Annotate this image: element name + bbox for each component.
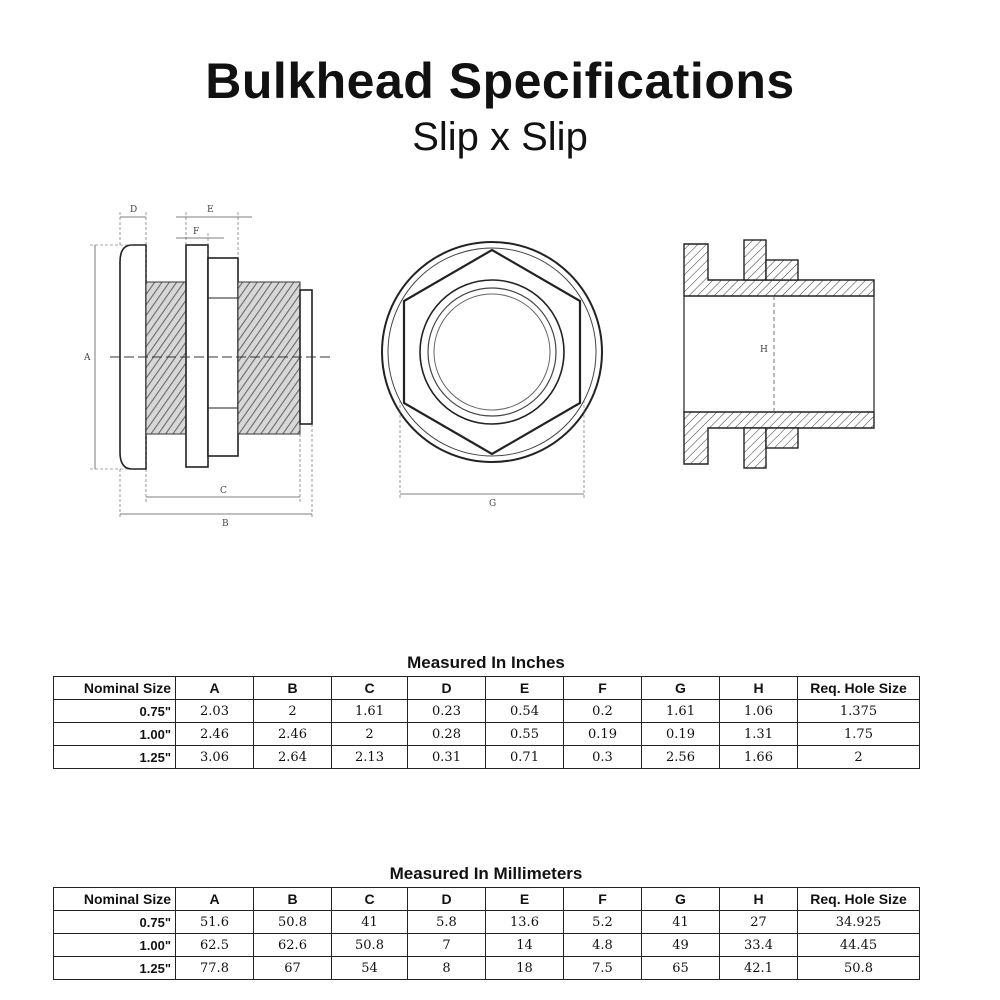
table-cell: 54	[332, 957, 408, 980]
dim-label-h: H	[760, 345, 768, 355]
table-cell: 77.8	[176, 957, 254, 980]
table-cell: 0.55	[486, 723, 564, 746]
col-header: D	[408, 677, 486, 700]
table-cell: 0.23	[408, 700, 486, 723]
table-cell: 4.8	[564, 934, 642, 957]
table-cell: 42.1	[720, 957, 798, 980]
dim-label-g: G	[489, 499, 497, 509]
dim-label-e: E	[207, 205, 214, 215]
table-cell: 44.45	[798, 934, 920, 957]
table-cell: 1.75	[798, 723, 920, 746]
millimeters-table-title: Measured In Millimeters	[389, 864, 583, 883]
table-row	[54, 700, 920, 723]
col-header: G	[642, 888, 720, 911]
table-header-row	[54, 677, 920, 700]
col-header: H	[720, 677, 798, 700]
table-cell: 5.2	[564, 911, 642, 934]
table-cell: 62.5	[176, 934, 254, 957]
table-cell: 33.4	[720, 934, 798, 957]
col-header: C	[332, 677, 408, 700]
table-row	[54, 957, 920, 980]
table-cell: 1.66	[720, 746, 798, 769]
table-cell: 14	[486, 934, 564, 957]
table-cell: 7.5	[564, 957, 642, 980]
table-cell: 2.13	[332, 746, 408, 769]
table-cell: 67	[254, 957, 332, 980]
table-row	[54, 911, 920, 934]
table-cell: 49	[642, 934, 720, 957]
dim-label-d: D	[130, 205, 138, 215]
table-cell: 50.8	[798, 957, 920, 980]
table-cell: 13.6	[486, 911, 564, 934]
table-cell: 2	[332, 723, 408, 746]
table-cell: 2.46	[254, 723, 332, 746]
col-header: B	[254, 677, 332, 700]
table-cell: 0.3	[564, 746, 642, 769]
table-row	[54, 723, 920, 746]
col-header: Nominal Size	[54, 888, 176, 911]
table-cell: 65	[642, 957, 720, 980]
table-cell: 18	[486, 957, 564, 980]
col-header: A	[176, 677, 254, 700]
table-cell: 7	[408, 934, 486, 957]
col-header: Req. Hole Size	[798, 888, 920, 911]
table-cell: 0.75"	[54, 700, 176, 723]
table-cell: 1.31	[720, 723, 798, 746]
table-cell: 3.06	[176, 746, 254, 769]
dim-label-f: F	[193, 227, 200, 237]
table-row	[54, 934, 920, 957]
table-cell: 0.54	[486, 700, 564, 723]
table-cell: 34.925	[798, 911, 920, 934]
col-header: C	[332, 888, 408, 911]
table-cell: 1.00"	[54, 723, 176, 746]
table-cell: 1.06	[720, 700, 798, 723]
table-cell: 2	[798, 746, 920, 769]
table-header-row	[54, 888, 920, 911]
millimeters-table	[53, 887, 920, 980]
table-cell: 62.6	[254, 934, 332, 957]
table-row	[54, 746, 920, 769]
front-view	[382, 242, 602, 509]
table-cell: 27	[720, 911, 798, 934]
table-cell: 50.8	[332, 934, 408, 957]
table-cell: 1.00"	[54, 934, 176, 957]
section-view	[684, 240, 874, 468]
table-cell: 0.31	[408, 746, 486, 769]
table-cell: 0.75"	[54, 911, 176, 934]
table-cell: 41	[642, 911, 720, 934]
page-subtitle: Slip x Slip	[412, 115, 588, 159]
table-cell: 1.25"	[54, 957, 176, 980]
table-cell: 2	[254, 700, 332, 723]
table-cell: 0.71	[486, 746, 564, 769]
table-cell: 2.56	[642, 746, 720, 769]
dim-label-b: B	[222, 519, 229, 529]
col-header: B	[254, 888, 332, 911]
col-header: A	[176, 888, 254, 911]
table-cell: 5.8	[408, 911, 486, 934]
table-cell: 50.8	[254, 911, 332, 934]
col-header: E	[486, 888, 564, 911]
table-cell: 1.61	[642, 700, 720, 723]
table-cell: 1.61	[332, 700, 408, 723]
table-cell: 0.19	[642, 723, 720, 746]
table-cell: 8	[408, 957, 486, 980]
page-title: Bulkhead Specifications	[205, 53, 795, 109]
col-header: G	[642, 677, 720, 700]
inches-table	[53, 676, 920, 769]
col-header: Req. Hole Size	[798, 677, 920, 700]
col-header: Nominal Size	[54, 677, 176, 700]
col-header: D	[408, 888, 486, 911]
table-cell: 51.6	[176, 911, 254, 934]
table-cell: 2.03	[176, 700, 254, 723]
table-cell: 41	[332, 911, 408, 934]
millimeters-table-section	[53, 864, 919, 980]
table-cell: 1.375	[798, 700, 920, 723]
table-cell: 2.46	[176, 723, 254, 746]
inches-table-title: Measured In Inches	[407, 653, 565, 672]
table-cell: 0.2	[564, 700, 642, 723]
inches-table-section	[53, 653, 919, 769]
col-header: F	[564, 888, 642, 911]
table-cell: 2.64	[254, 746, 332, 769]
col-header: H	[720, 888, 798, 911]
table-cell: 0.28	[408, 723, 486, 746]
dim-label-a: A	[84, 353, 91, 363]
table-cell: 0.19	[564, 723, 642, 746]
side-view	[83, 205, 330, 529]
table-cell: 1.25"	[54, 746, 176, 769]
col-header: F	[564, 677, 642, 700]
dim-label-c: C	[220, 486, 227, 496]
bulkhead-diagram	[0, 190, 1000, 540]
col-header: E	[486, 677, 564, 700]
